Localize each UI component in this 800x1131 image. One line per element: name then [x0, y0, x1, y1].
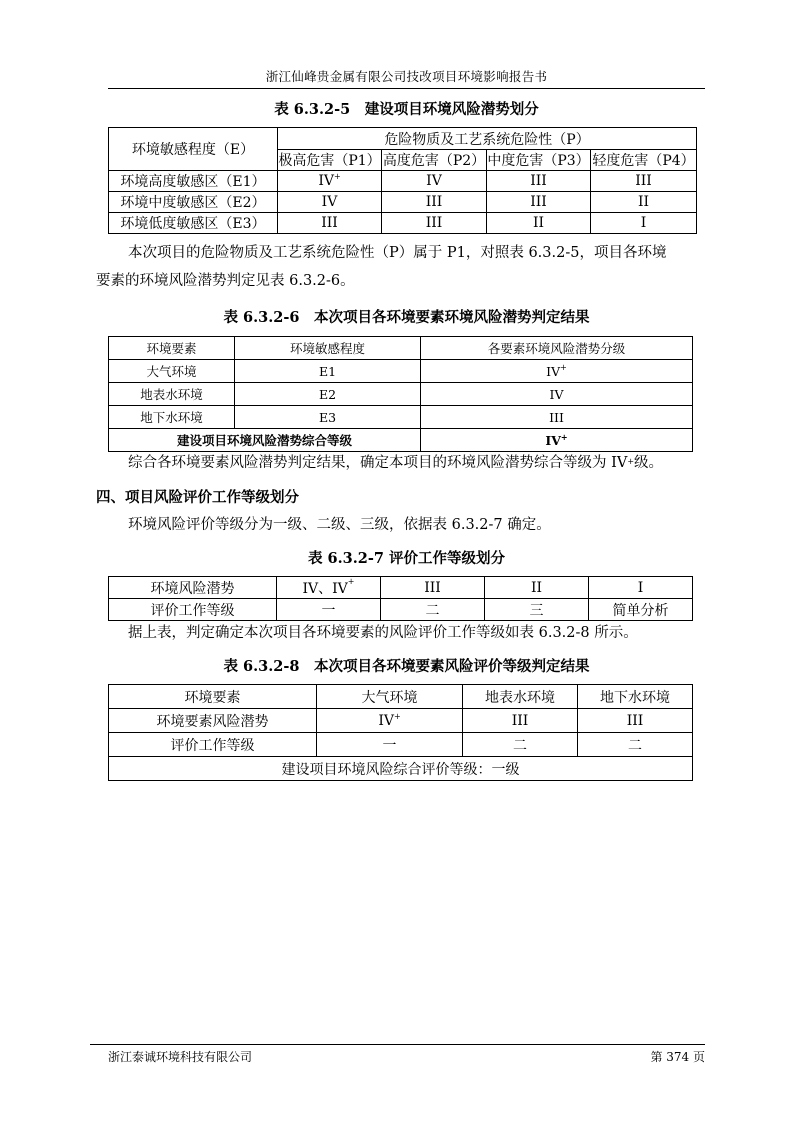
table1-cell: III — [278, 213, 382, 234]
table4-cell: III — [463, 709, 578, 733]
table4-cell: 二 — [578, 733, 693, 757]
table3-cell: 三 — [485, 599, 589, 621]
table4-header: 地表水环境 — [463, 685, 578, 709]
paragraph-line: 环境风险评价等级分为一级、二级、三级，依据表 6.3.2-7 确定。 — [128, 517, 551, 533]
page-header: 浙江仙峰贵金属有限公司技改项目环境影响报告书 — [265, 69, 548, 84]
grade-result-table — [108, 684, 693, 781]
table1-cell: II — [487, 213, 591, 234]
table2-header: 环境要素 — [109, 337, 235, 360]
table3-cell: 简单分析 — [589, 599, 693, 621]
table-row — [109, 599, 693, 621]
table1-cell: III — [591, 171, 697, 192]
table-row — [109, 171, 697, 192]
table4-cell: III — [578, 709, 693, 733]
table3-cell: 二 — [381, 599, 485, 621]
table1-cell: I — [591, 213, 697, 234]
footer-company: 浙江泰诚环境科技有限公司 — [108, 1050, 253, 1064]
table1-col-header: 高度危害（P2） — [382, 150, 487, 171]
table-row — [109, 406, 693, 429]
table4-caption: 表 6.3.2-8 本次项目各环境要素风险评价等级判定结果 — [223, 658, 590, 675]
paragraph-line: 据上表，判定确定本次项目各环境要素的风险评价工作等级如表 6.3.2-8 所示。 — [128, 625, 638, 641]
table4-header: 环境要素 — [109, 685, 317, 709]
paragraph-line: 综合各环境要素风险潜势判定结果，确定本项目的环境风险潜势综合等级为 IV+级。 — [128, 455, 664, 471]
table1-col-header: 轻度危害（P4） — [591, 150, 697, 171]
table2-level: IV — [421, 383, 693, 406]
table3-row-label: 环境风险潜势 — [109, 577, 277, 599]
table4-row-label: 评价工作等级 — [109, 733, 317, 757]
table4-header: 地下水环境 — [578, 685, 693, 709]
table2-summary-level: IV+ — [421, 429, 693, 452]
table3-caption: 表 6.3.2-7 评价工作等级划分 — [307, 550, 506, 567]
table-row — [109, 733, 693, 757]
footer-divider — [90, 1044, 705, 1045]
table3-cell: 一 — [277, 599, 381, 621]
table-row — [109, 757, 693, 781]
paragraph-line: 本次项目的危险物质及工艺系统危险性（P）属于 P1，对照表 6.3.2-5，项目各环境 — [128, 245, 667, 261]
table2-element: 地表水环境 — [109, 383, 235, 406]
table4-cell: 二 — [463, 733, 578, 757]
table1-cell: IV — [382, 171, 487, 192]
paragraph-line: 要素的环境风险潜势判定见表 6.3.2-6。 — [96, 273, 355, 289]
element-risk-table — [108, 336, 693, 452]
table2-element: 大气环境 — [109, 360, 235, 383]
table3-cell: IV、IV+ — [277, 577, 381, 599]
table4-summary: 建设项目环境风险综合评价等级：一级 — [109, 757, 693, 781]
table2-sensitivity: E1 — [235, 360, 421, 383]
table-row — [109, 709, 693, 733]
table1-cell: II — [591, 192, 697, 213]
table-row — [109, 213, 697, 234]
table2-sensitivity: E2 — [235, 383, 421, 406]
table2-element: 地下水环境 — [109, 406, 235, 429]
table3-row-label: 评价工作等级 — [109, 599, 277, 621]
table1-cell: III — [487, 171, 591, 192]
table2-level: III — [421, 406, 693, 429]
table4-cell: 一 — [317, 733, 463, 757]
table1-row-label: 环境高度敏感区（E1） — [109, 171, 278, 192]
table4-header: 大气环境 — [317, 685, 463, 709]
header-divider — [108, 88, 705, 89]
page-number: 第 374 页 — [650, 1050, 705, 1064]
table1-row-label: 环境中度敏感区（E2） — [109, 192, 278, 213]
table1-row-label: 环境低度敏感区（E3） — [109, 213, 278, 234]
table1-col-header: 极高危害（P1） — [278, 150, 382, 171]
table1-cell: IV — [278, 192, 382, 213]
table1-col-header: 中度危害（P3） — [487, 150, 591, 171]
table1-caption: 表 6.3.2-5 建设项目环境风险潜势划分 — [274, 101, 539, 118]
table2-level: IV+ — [421, 360, 693, 383]
table-row — [109, 383, 693, 406]
table2-header: 环境敏感程度 — [235, 337, 421, 360]
risk-potential-table — [108, 127, 697, 234]
table1-cell: III — [382, 192, 487, 213]
section-heading: 四、项目风险评价工作等级划分 — [96, 489, 299, 506]
table-row — [109, 577, 693, 599]
table1-group-header: 危险物质及工艺系统危险性（P） — [278, 128, 697, 150]
table3-cell: III — [381, 577, 485, 599]
table1-cell: IV+ — [278, 171, 382, 192]
table4-cell: IV+ — [317, 709, 463, 733]
table3-cell: I — [589, 577, 693, 599]
table-row — [109, 192, 697, 213]
table2-summary-label: 建设项目环境风险潜势综合等级 — [109, 429, 421, 452]
table1-corner: 环境敏感程度（E） — [109, 128, 278, 171]
table2-header: 各要素环境风险潜势分级 — [421, 337, 693, 360]
table2-sensitivity: E3 — [235, 406, 421, 429]
table-row — [109, 360, 693, 383]
table3-cell: II — [485, 577, 589, 599]
table2-caption: 表 6.3.2-6 本次项目各环境要素环境风险潜势判定结果 — [223, 309, 590, 326]
table1-cell: III — [382, 213, 487, 234]
table-row — [109, 429, 693, 452]
table4-row-label: 环境要素风险潜势 — [109, 709, 317, 733]
grade-table — [108, 576, 693, 621]
table1-cell: III — [487, 192, 591, 213]
